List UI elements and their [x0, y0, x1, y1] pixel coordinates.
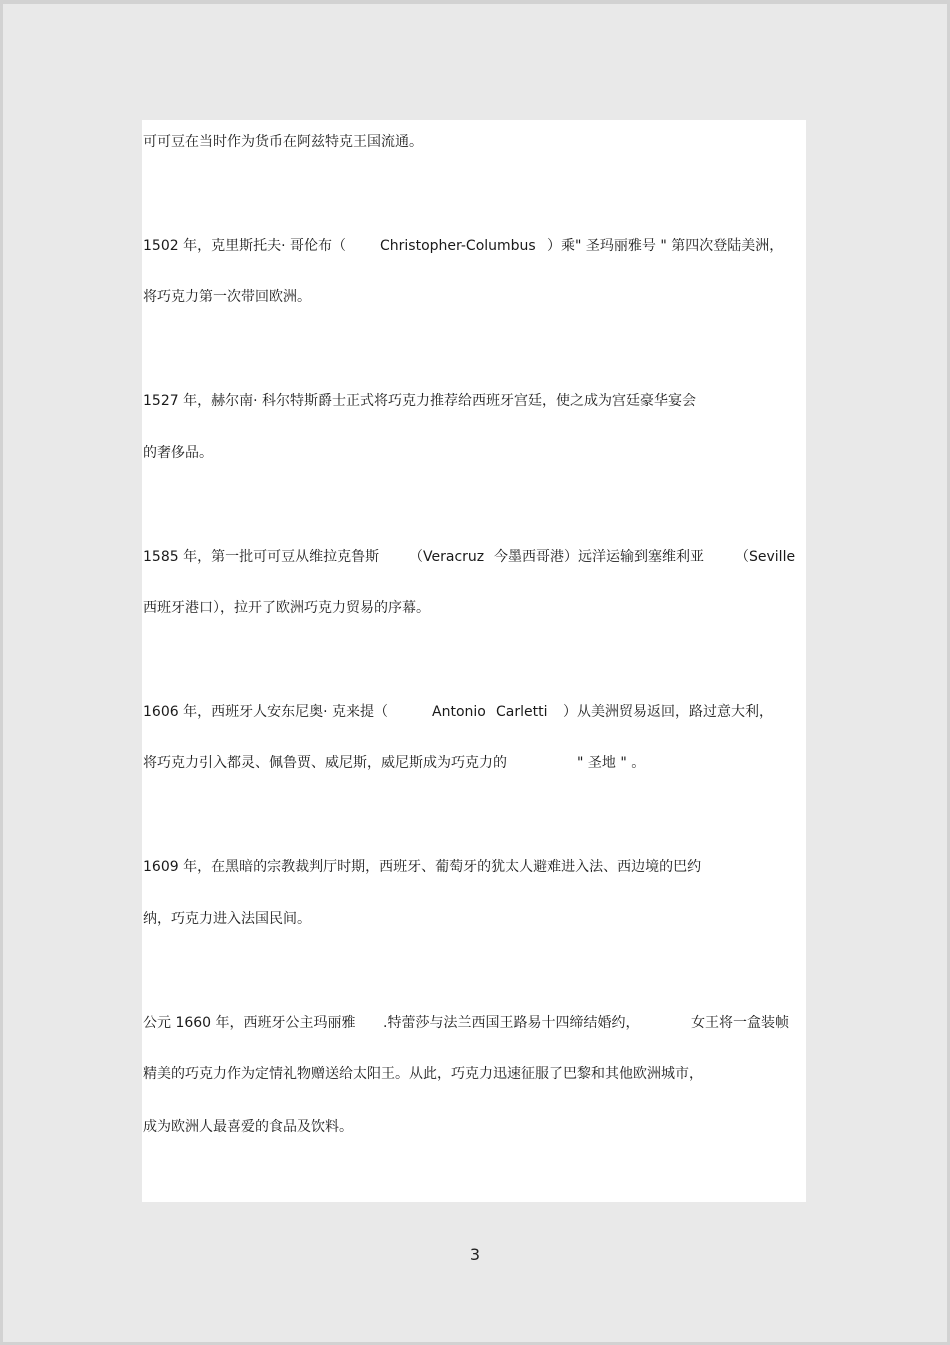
entry-1609-text: 1609 年，在黑暗的宗教裁判厅时期，西班牙、葡萄牙的犹太人避难进入法、西边境的巴约: [143, 859, 702, 875]
entry-1502-text-end: ）乘" 圣玛丽雅号 " 第四次登陆美洲，: [547, 238, 784, 254]
entry-1660-text-end: 女王将一盒装帧: [691, 1015, 789, 1031]
entry-1660-text-mid: .特蕾莎与法兰西国王路易十四缔结婚约，: [383, 1015, 640, 1031]
entry-1527-continuation: 的奢侈品。: [143, 445, 213, 461]
entry-1606-text: 1606 年，西班牙人安东尼奥· 克来提（: [143, 704, 388, 720]
content-area: [142, 120, 806, 1202]
entry-1606-text-end: ）从美洲贸易返回，路过意大利，: [563, 704, 773, 720]
entry-1606-continuation: 将巧克力引入都灵、佩鲁贾、威尼斯，威尼斯成为巧克力的: [143, 755, 507, 771]
entry-1527-text: 1527 年，赫尔南· 科尔特斯爵士正式将巧克力推荐给西班牙宫廷，使之成为宫廷豪华宴会: [143, 393, 696, 409]
intro-text: 可可豆在当时作为货币在阿兹特克王国流通。: [143, 134, 423, 150]
entry-1660-conclusion: 成为欧洲人最喜爱的食品及饮料。: [143, 1119, 353, 1135]
page-number: 3: [469, 1245, 481, 1264]
entry-1585-text-mid: 今墨西哥港）远洋运输到塞维利亚: [494, 549, 704, 565]
entry-1660-text: 公元 1660 年，西班牙公主玛丽雅: [143, 1015, 356, 1031]
entry-1502-text: 1502 年，克里斯托夫· 哥伦布（: [143, 238, 346, 254]
entry-1606-name-last: Carletti: [496, 704, 548, 720]
entry-1606-quote: " 圣地 " 。: [577, 755, 646, 771]
entry-1585-place: （Veracruz: [409, 549, 485, 565]
entry-1502-name: Christopher-Columbus: [380, 238, 536, 254]
entry-1585-text: 1585 年，第一批可可豆从维拉克鲁斯: [143, 549, 380, 565]
entry-1660-continuation: 精美的巧克力作为定情礼物赠送给太阳王。从此，巧克力迅速征服了巴黎和其他欧洲城市，: [143, 1066, 703, 1082]
entry-1585-place-2: （Seville: [735, 549, 796, 565]
entry-1585-continuation: 西班牙港口），拉开了欧洲巧克力贸易的序幕。: [143, 600, 430, 616]
entry-1609-continuation: 纳，巧克力进入法国民间。: [143, 911, 311, 927]
entry-1606-name-first: Antonio: [432, 704, 486, 720]
entry-1502-continuation: 将巧克力第一次带回欧洲。: [143, 289, 311, 305]
